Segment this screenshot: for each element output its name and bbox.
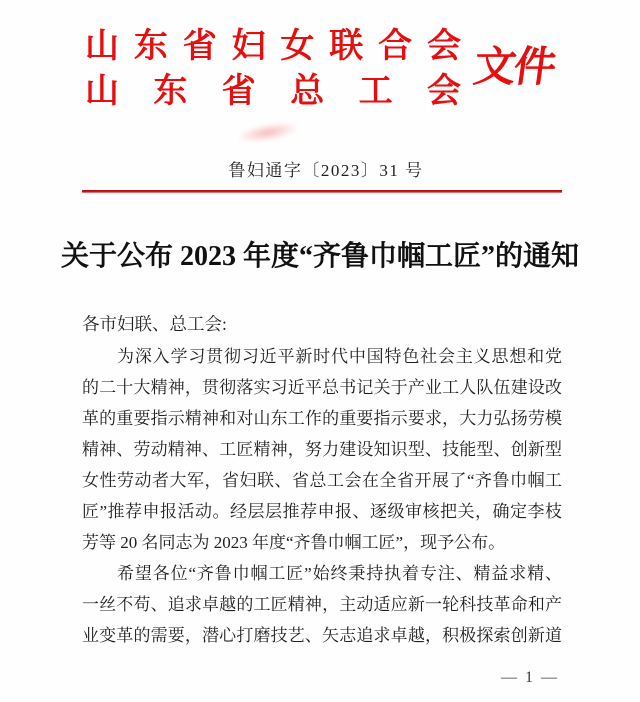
org-name-line-1: 山东省妇女联合会 — [85, 28, 461, 65]
doc-type-label: 文件 — [470, 45, 558, 91]
body-line: 为深入学习贯彻习近平新时代中国特色社会主义思想和党 — [117, 347, 562, 366]
header-divider — [82, 190, 562, 193]
doc-number: 鲁妇通字〔2023〕31 号 — [228, 161, 424, 180]
page-number: — 1 — — [501, 669, 559, 686]
body-line: 革的重要指示精神和对山东工作的重要指示要求，大力弘扬劳模 — [82, 409, 562, 428]
document-body — [82, 341, 562, 651]
body-line: 希望各位“齐鲁巾帼工匠”始终秉持执着专注、精益求精、 — [117, 564, 562, 583]
body-line: 业变革的需要，潜心打磨技艺、矢志追求卓越，积极探索创新道 — [82, 626, 562, 645]
body-line: 芳等 20 名同志为 2023 年度“齐鲁巾帼工匠”，现予公布。 — [82, 533, 506, 552]
salutation: 各市妇联、总工会: — [82, 314, 227, 334]
body-line: 女性劳动者大军，省妇联、省总工会在全省开展了“齐鲁巾帼工 — [82, 471, 562, 490]
body-line: 匠”推荐申报活动。经层层推荐申报、逐级审核把关，确定李枝 — [82, 502, 562, 521]
scan-smudge — [237, 119, 299, 146]
body-line: 的二十大精神，贯彻落实习近平总书记关于产业工人队伍建设改 — [82, 378, 562, 397]
body-line: 精神、劳动精神、工匠精神，努力建设知识型、技能型、创新型 — [82, 440, 562, 459]
page-title: 关于公布 2023 年度“齐鲁巾帼工匠”的通知 — [60, 241, 579, 272]
org-name-line-2: 山东省总工会 — [85, 73, 461, 110]
body-line: 一丝不苟、追求卓越的工匠精神，主动适应新一轮科技革命和产 — [82, 595, 562, 614]
